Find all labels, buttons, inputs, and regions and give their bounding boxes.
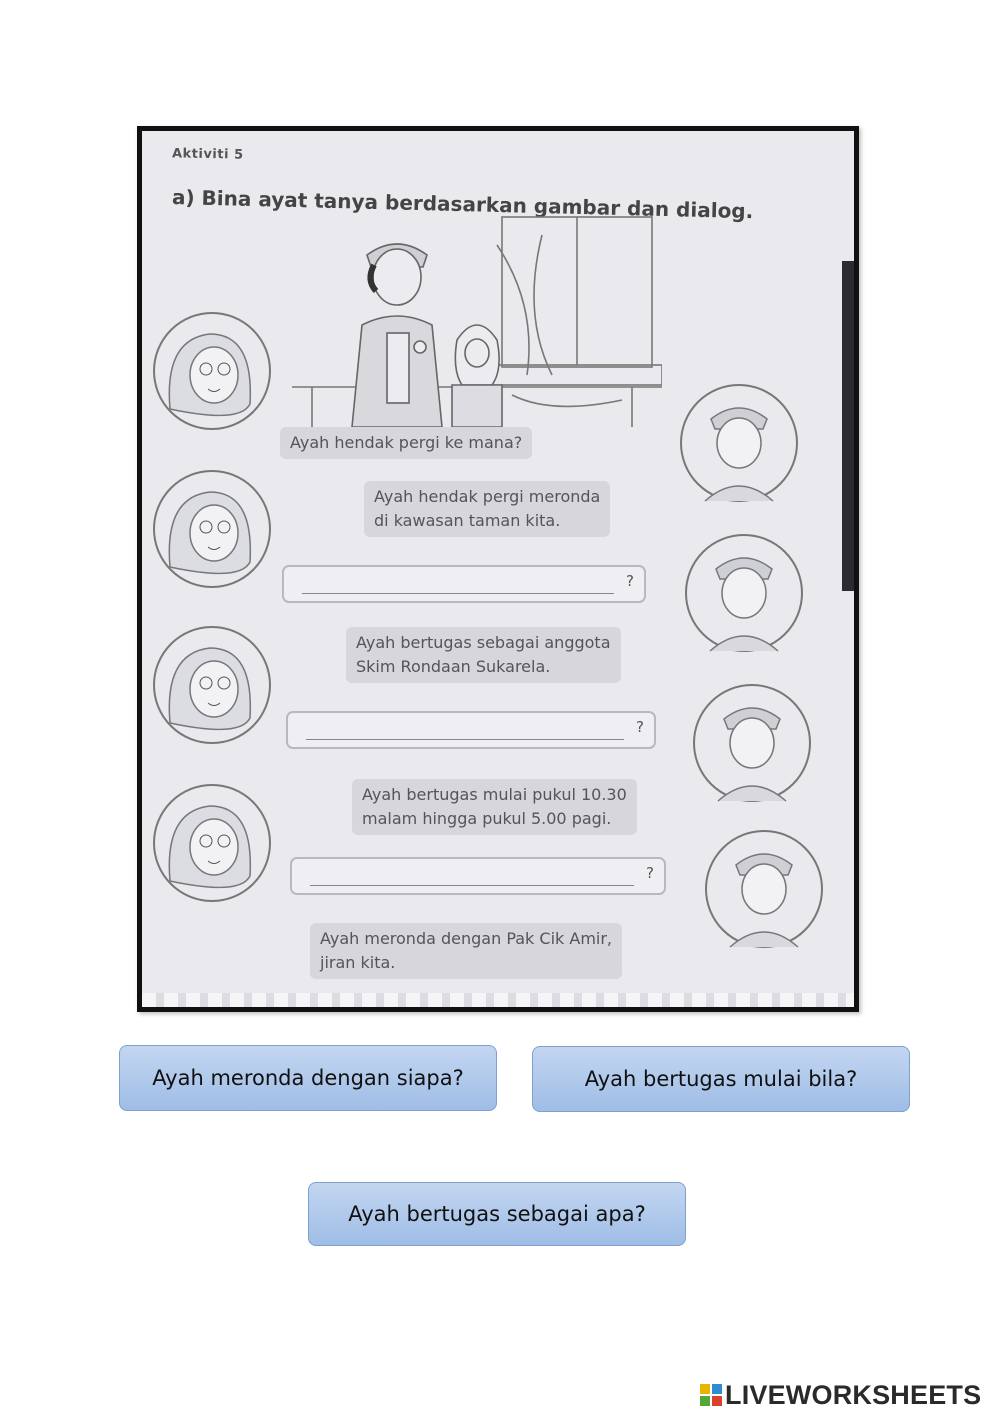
activity-label: Aktiviti 5 xyxy=(171,146,244,163)
blank-line xyxy=(310,885,634,886)
dialog-bubble-father: Ayah bertugas mulai pukul 10.30 malam hingga pukul 5.00 pagi. xyxy=(352,779,637,835)
instruction-text: a) Bina ayat tanya berdasarkan gambar dan dialog. xyxy=(171,185,754,224)
girl-portrait-icon xyxy=(150,309,274,433)
father-portrait-icon xyxy=(682,531,806,655)
dialog-bubble-father: Ayah meronda dengan Pak Cik Amir, jiran kita. xyxy=(310,923,622,979)
question-mark: ? xyxy=(636,718,644,736)
girl-portrait-icon xyxy=(150,467,274,591)
paper-edge xyxy=(842,261,854,591)
question-mark: ? xyxy=(646,864,654,882)
liveworksheets-logo xyxy=(700,1380,981,1410)
father-daughter-scene-illustration xyxy=(292,215,662,427)
answer-option-bertugas-mulai-bila[interactable]: Ayah bertugas mulai bila? xyxy=(532,1046,910,1112)
girl-portrait-icon xyxy=(150,781,274,905)
logo-text: LIVEWORKSHEETS xyxy=(725,1379,982,1410)
dialog-bubble-father: Ayah bertugas sebagai anggota Skim Rondaan Sukarela. xyxy=(346,627,621,683)
worksheet-image xyxy=(137,126,859,1012)
dialog-bubble-girl: Ayah hendak pergi ke mana? xyxy=(280,427,532,459)
paper-fold xyxy=(142,993,854,1007)
father-portrait-icon xyxy=(677,381,801,505)
answer-blank-1[interactable] xyxy=(282,565,646,603)
dialog-bubble-father: Ayah hendak pergi meronda di kawasan taman kita. xyxy=(364,481,610,537)
father-portrait-icon xyxy=(690,681,814,805)
blank-line xyxy=(306,739,624,740)
question-mark: ? xyxy=(626,572,634,590)
answer-option-bertugas-sebagai-apa[interactable]: Ayah bertugas sebagai apa? xyxy=(308,1182,686,1246)
father-portrait-icon xyxy=(702,827,826,951)
answer-option-meronda-dengan-siapa[interactable]: Ayah meronda dengan siapa? xyxy=(119,1045,497,1111)
answer-blank-3[interactable] xyxy=(290,857,666,895)
liveworksheets-logo-icon xyxy=(700,1384,722,1406)
blank-line xyxy=(302,593,614,594)
answer-blank-2[interactable] xyxy=(286,711,656,749)
girl-portrait-icon xyxy=(150,623,274,747)
